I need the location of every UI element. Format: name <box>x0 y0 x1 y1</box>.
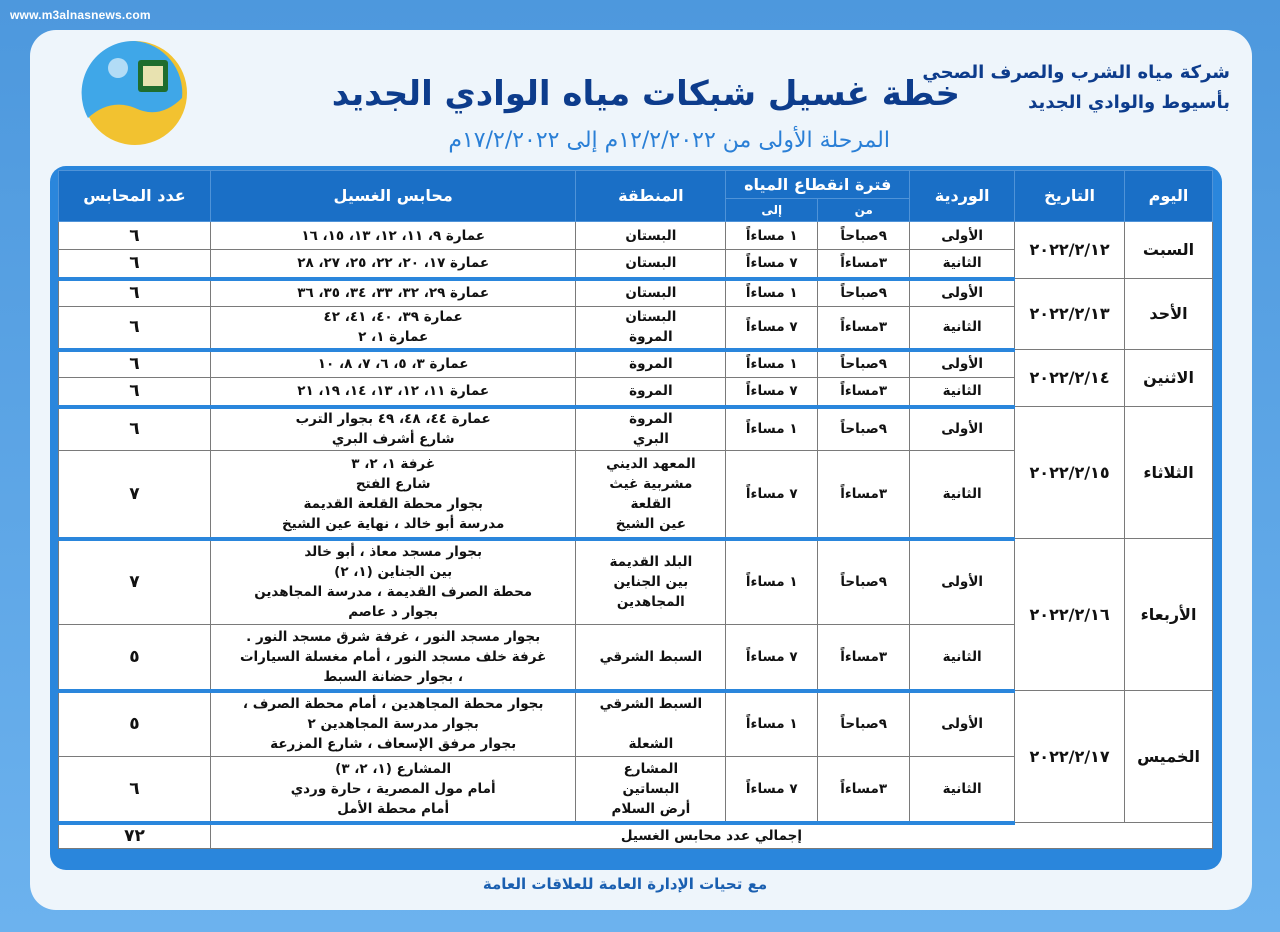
count-cell: ٦ <box>59 407 211 451</box>
count-cell: ٦ <box>59 378 211 407</box>
from-cell: ٣مساءاً <box>818 307 910 350</box>
area-line: المروة <box>629 411 673 428</box>
location-line: بجوار محطة القلعة القديمة <box>303 495 483 512</box>
area-line: بين الجناين <box>613 574 689 591</box>
date-cell: ٢٠٢٢/٢/١٥ <box>1015 407 1125 539</box>
count-cell: ٥ <box>59 625 211 691</box>
count-cell: ٦ <box>59 757 211 823</box>
date-cell: ٢٠٢٢/٢/١٧ <box>1015 691 1125 823</box>
header-outage: فترة انقطاع المياه <box>726 171 910 199</box>
location-line: بجوار مسجد معاذ ، أبو خالد <box>304 544 483 561</box>
header-day: اليوم <box>1125 171 1213 222</box>
total-label: إجمالي عدد محابس الغسيل <box>210 823 1212 849</box>
area-line: السبط الشرقي <box>599 696 703 713</box>
area-line: المروة <box>629 329 673 346</box>
to-cell: ١ مساءاً <box>726 539 818 625</box>
locations-cell <box>210 451 576 539</box>
shift-cell: الأولى <box>910 691 1015 757</box>
from-cell: ٩صباحاً <box>818 691 910 757</box>
locations-cell <box>210 691 576 757</box>
header-from: من <box>818 199 910 222</box>
location-line: غرفة خلف مسجد النور ، أمام مغسلة السيارات <box>239 648 547 665</box>
location-line: بين الجناين (١، ٢) <box>334 564 453 581</box>
locations-cell <box>210 625 576 691</box>
table-row <box>59 691 1213 757</box>
area-line: البستان <box>625 309 677 326</box>
area-line: المجاهدين <box>616 594 685 611</box>
total-row <box>59 823 1213 849</box>
company-name <box>922 58 1230 118</box>
shift-cell: الأولى <box>910 539 1015 625</box>
area-line: البستان <box>625 255 677 272</box>
location-line: عمارة ٤٤، ٤٨، ٤٩ بجوار الترب <box>295 411 491 428</box>
company-line-1: شركة مياه الشرب والصرف الصحي <box>922 62 1230 83</box>
locations-cell <box>210 757 576 823</box>
header-area: المنطقة <box>576 171 726 222</box>
location-line: عمارة ١١، ١٢، ١٣، ١٤، ١٩، ٢١ <box>297 383 490 400</box>
to-cell: ٧ مساءاً <box>726 757 818 823</box>
day-cell: الأربعاء <box>1125 539 1213 691</box>
locations-cell <box>210 250 576 279</box>
washing-plan-table <box>58 170 1213 849</box>
count-cell: ٧ <box>59 451 211 539</box>
area-line: المروة <box>629 356 673 373</box>
from-cell: ٣مساءاً <box>818 451 910 539</box>
location-line: بجوار مرفق الإسعاف ، شارع المزرعة <box>270 736 517 753</box>
area-line: القلعة <box>630 495 672 512</box>
locations-cell <box>210 378 576 407</box>
to-cell: ١ مساءاً <box>726 222 818 250</box>
location-line: أمام مول المصرية ، حارة وردي <box>290 780 496 797</box>
area-line: البلد القديمة <box>609 554 693 571</box>
location-line: أمام محطة الأمل <box>337 800 450 817</box>
area-line: المشارع <box>623 760 679 777</box>
area-line: البري <box>632 431 669 448</box>
from-cell: ٩صباحاً <box>818 407 910 451</box>
to-cell: ١ مساءاً <box>726 407 818 451</box>
table-row <box>59 279 1213 307</box>
to-cell: ٧ مساءاً <box>726 451 818 539</box>
from-cell: ٣مساءاً <box>818 378 910 407</box>
area-line: المروة <box>629 383 673 400</box>
location-line: بجوار مسجد النور ، غرفة شرق مسجد النور . <box>246 628 541 645</box>
location-line: شارع أشرف البري <box>331 431 455 448</box>
from-cell: ٩صباحاً <box>818 350 910 378</box>
area-cell <box>576 691 726 757</box>
shift-cell: الثانية <box>910 451 1015 539</box>
to-cell: ١ مساءاً <box>726 691 818 757</box>
day-cell: الأحد <box>1125 279 1213 350</box>
area-line: البستان <box>625 285 677 302</box>
area-line: مشربية غيث <box>609 475 693 492</box>
header-count: عدد المحابس <box>59 171 211 222</box>
company-line-2: بأسيوط والوادي الجديد <box>1028 92 1230 113</box>
count-cell: ٥ <box>59 691 211 757</box>
shift-cell: الأولى <box>910 350 1015 378</box>
area-cell <box>576 222 726 250</box>
area-line: البساتين <box>622 780 680 797</box>
locations-cell <box>210 307 576 350</box>
area-cell <box>576 250 726 279</box>
company-logo <box>80 38 190 148</box>
location-line: عمارة ٣٩، ٤٠، ٤١، ٤٢ <box>323 309 463 326</box>
to-cell: ٧ مساءاً <box>726 250 818 279</box>
shift-cell: الأولى <box>910 279 1015 307</box>
area-cell <box>576 378 726 407</box>
to-cell: ٧ مساءاً <box>726 625 818 691</box>
day-cell: الثلاثاء <box>1125 407 1213 539</box>
area-line: الشعلة <box>628 736 674 753</box>
location-line: بجوار محطة المجاهدين ، أمام محطة الصرف ، <box>242 696 544 713</box>
footer-credit: مع تحيات الإدارة العامة للعلاقات العامة <box>482 875 768 893</box>
count-cell: ٦ <box>59 250 211 279</box>
total-value: ٧٢ <box>59 823 211 849</box>
day-cell: الاثنين <box>1125 350 1213 407</box>
to-cell: ١ مساءاً <box>726 350 818 378</box>
location-line: بجوار مدرسة المجاهدين ٢ <box>307 716 479 733</box>
table-row <box>59 407 1213 451</box>
header-shift: الوردية <box>910 171 1015 222</box>
table-row <box>59 539 1213 625</box>
shift-cell: الثانية <box>910 625 1015 691</box>
area-line <box>580 714 721 734</box>
location-line: شارع الفتح <box>355 475 431 492</box>
area-cell <box>576 757 726 823</box>
from-cell: ٩صباحاً <box>818 279 910 307</box>
shift-cell: الثانية <box>910 250 1015 279</box>
location-line: عمارة ٣، ٥، ٦، ٧، ٨، ١٠ <box>317 356 469 373</box>
from-cell: ٩صباحاً <box>818 539 910 625</box>
location-line: غرفة ١، ٢، ٣ <box>351 455 436 472</box>
header-to: إلى <box>726 199 818 222</box>
shift-cell: الأولى <box>910 407 1015 451</box>
location-line: عمارة ١، ٢ <box>358 329 429 346</box>
shift-cell: الثانية <box>910 757 1015 823</box>
area-cell <box>576 350 726 378</box>
location-line: عمارة ٢٩، ٣٢، ٣٣، ٣٤، ٣٥، ٣٦ <box>297 285 490 302</box>
location-line: عمارة ١٧، ٢٠، ٢٢، ٢٥، ٢٧، ٢٨ <box>297 255 490 272</box>
to-cell: ٧ مساءاً <box>726 378 818 407</box>
area-cell <box>576 625 726 691</box>
shift-cell: الأولى <box>910 222 1015 250</box>
day-cell: الخميس <box>1125 691 1213 823</box>
page-title: خطة غسيل شبكات مياه الوادي الجديد <box>331 74 960 114</box>
count-cell: ٧ <box>59 539 211 625</box>
area-line: السبط الشرقي <box>599 648 703 665</box>
to-cell: ٧ مساءاً <box>726 307 818 350</box>
from-cell: ٣مساءاً <box>818 625 910 691</box>
area-cell <box>576 307 726 350</box>
count-cell: ٦ <box>59 222 211 250</box>
location-line: بجوار د عاصم <box>348 604 439 621</box>
location-line: مدرسة أبو خالد ، نهاية عين الشيخ <box>281 515 505 532</box>
area-line: أرض السلام <box>611 800 691 817</box>
count-cell: ٦ <box>59 279 211 307</box>
locations-cell <box>210 350 576 378</box>
locations-cell <box>210 407 576 451</box>
from-cell: ٣مساءاً <box>818 757 910 823</box>
day-cell: السبت <box>1125 222 1213 279</box>
to-cell: ١ مساءاً <box>726 279 818 307</box>
area-cell <box>576 407 726 451</box>
shift-cell: الثانية <box>910 307 1015 350</box>
area-cell <box>576 279 726 307</box>
page-subtitle: المرحلة الأولى من ١٢/٢/٢٠٢٢م إلى ١٧/٢/٢٠٢٢م <box>448 128 890 153</box>
table-row <box>59 350 1213 378</box>
area-cell <box>576 539 726 625</box>
date-cell: ٢٠٢٢/٢/١٢ <box>1015 222 1125 279</box>
from-cell: ٣مساءاً <box>818 250 910 279</box>
locations-cell <box>210 222 576 250</box>
area-line: عين الشيخ <box>615 515 686 532</box>
date-cell: ٢٠٢٢/٢/١٦ <box>1015 539 1125 691</box>
location-line: المشارع (١، ٢، ٣) <box>335 760 452 777</box>
count-cell: ٦ <box>59 350 211 378</box>
location-line: محطة الصرف القديمة ، مدرسة المجاهدين <box>254 584 533 601</box>
area-line: البستان <box>625 227 677 244</box>
locations-cell <box>210 539 576 625</box>
header-locations: محابس الغسيل <box>210 171 576 222</box>
location-line: عمارة ٩، ١١، ١٢، ١٣، ١٥، ١٦ <box>301 227 486 244</box>
date-cell: ٢٠٢٢/٢/١٣ <box>1015 279 1125 350</box>
locations-cell <box>210 279 576 307</box>
location-line: ، بجوار حضانة السبط <box>323 668 463 685</box>
table-row <box>59 222 1213 250</box>
area-cell <box>576 451 726 539</box>
from-cell: ٩صباحاً <box>818 222 910 250</box>
header-date: التاريخ <box>1015 171 1125 222</box>
date-cell: ٢٠٢٢/٢/١٤ <box>1015 350 1125 407</box>
site-watermark: www.m3alnasnews.com <box>10 8 151 22</box>
area-line: المعهد الديني <box>606 455 696 472</box>
count-cell: ٦ <box>59 307 211 350</box>
shift-cell: الثانية <box>910 378 1015 407</box>
